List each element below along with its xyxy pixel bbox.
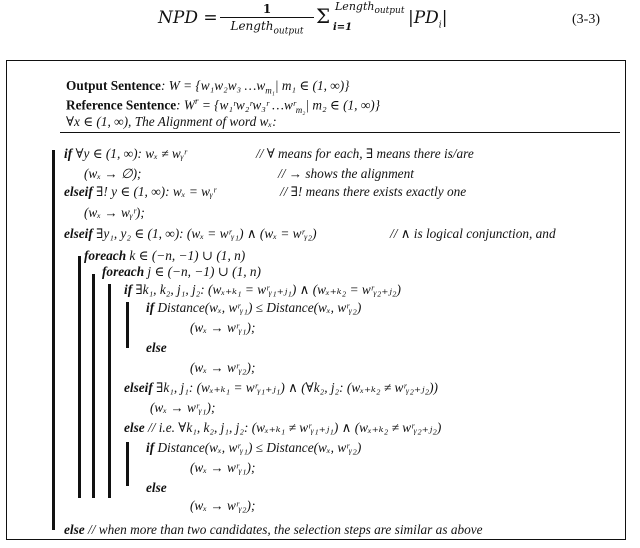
algo-comment-1: // ∀ means for each, ∃ means there is/are (256, 146, 474, 161)
algo-comment-3: // ∃! means there exists exactly one (280, 184, 467, 199)
algo-line-15: else // i.e. ∀k₁, k₂, j₁, j₂: (wₓ₊ₖ₁ ≠ wʳᵧ₁₊ⱼ₁) ∧ (wₓ₊ₖ₂ ≠ wʳᵧ₂₊ⱼ₂) (124, 420, 442, 435)
algo-line-8: if ∃k₁, k₂, j₁, j₂: (wₓ₊ₖ₁ = wʳᵧ₁₊ⱼ₁) ∧ (wₓ₊ₖ₂ = wʳᵧ₂₊ⱼ₂) (124, 282, 401, 297)
sum-upper: Length$_{output}$ (335, 0, 405, 17)
fraction-denominator: Length$_{output}$ (230, 19, 304, 37)
algo-line-10: (wₓ → wʳᵧ₁); (190, 320, 256, 335)
alignment-header: ∀x ∈ (1, ∞), The Alignment of word wₓ: (66, 114, 277, 129)
bracket-foreach-k (78, 256, 81, 498)
algo-line-18: else (146, 480, 167, 495)
algo-comment-2: // → shows the alignment (278, 166, 414, 181)
bracket-inner-if-1 (126, 302, 129, 348)
equation-number: (3-3) (572, 12, 600, 27)
algo-line-3: elseif ∃! y ∈ (1, ∞): wₓ = wᵧʳ (64, 184, 217, 199)
algo-line-9: if Distance(wₓ, wʳᵧ₁) ≤ Distance(wₓ, wʳᵧ₂) (146, 300, 362, 315)
bracket-foreach-j (92, 274, 95, 498)
equation (158, 8, 218, 28)
bracket-if-branch (108, 284, 111, 498)
sum-term: $|PD_i|$ (408, 8, 448, 31)
bracket-inner-if-2 (126, 442, 129, 486)
algo-line-20: else // when more than two candidates, the selection steps are similar as above (64, 522, 483, 537)
algo-line-6: foreach k ∈ (−n, −1) ∪ (1, n) (84, 248, 246, 263)
algo-line-11: else (146, 340, 167, 355)
algo-line-12: (wₓ → wʳᵧ₂); (190, 360, 256, 375)
algo-line-1: if ∀y ∈ (1, ∞): wₓ ≠ wᵧʳ (64, 146, 187, 161)
reference-sentence: Reference Sentence: $W^r$ = {w₁ʳw₂ʳw₃ʳ …wʳ$_{m_2}$| m₂ ∈ (1, ∞)} (66, 96, 381, 116)
algo-line-17: (wₓ → wʳᵧ₁); (190, 460, 256, 475)
algo-line-5: elseif ∃y₁, y₂ ∈ (1, ∞): (wₓ = wʳᵧ₁) ∧ (wₓ = wʳᵧ₂) (64, 226, 317, 241)
output-sentence: Output Sentence: W = {w₁w₂w₃ $\dots w_{m_1}|$ m₁ ∈ (1, ∞)} (66, 78, 350, 96)
algo-line-2: (wₓ → ∅); (84, 166, 142, 181)
algo-line-14: (wₓ → wʳᵧ₁); (150, 400, 216, 415)
sum-lower: i=1 (333, 22, 353, 33)
equation-lhs: NPD = (158, 8, 218, 28)
fraction (220, 2, 314, 36)
algo-comment-5: // ∧ is logical conjunction, and (390, 226, 556, 241)
algo-line-4: (wₓ → wᵧʳ); (84, 205, 145, 220)
fraction-numerator: 1 (262, 2, 272, 16)
sigma: Σ (316, 4, 331, 28)
bracket-outer (52, 150, 55, 530)
algo-line-7: foreach j ∈ (−n, −1) ∪ (1, n) (102, 264, 261, 279)
equation-row (0, 0, 640, 44)
algo-line-16: if Distance(wₓ, wʳᵧ₁) ≤ Distance(wₓ, wʳᵧ₂) (146, 440, 362, 455)
algo-line-13: elseif ∃k₁, j₁: (wₓ₊ₖ₁ = wʳᵧ₁₊ⱼ₁) ∧ (∀k₂, j₂: (wₓ₊ₖ₂ ≠ wʳᵧ₂₊ⱼ₂)) (124, 380, 438, 395)
algo-line-19: (wₓ → wʳᵧ₂); (190, 498, 256, 513)
header-divider (60, 132, 620, 133)
